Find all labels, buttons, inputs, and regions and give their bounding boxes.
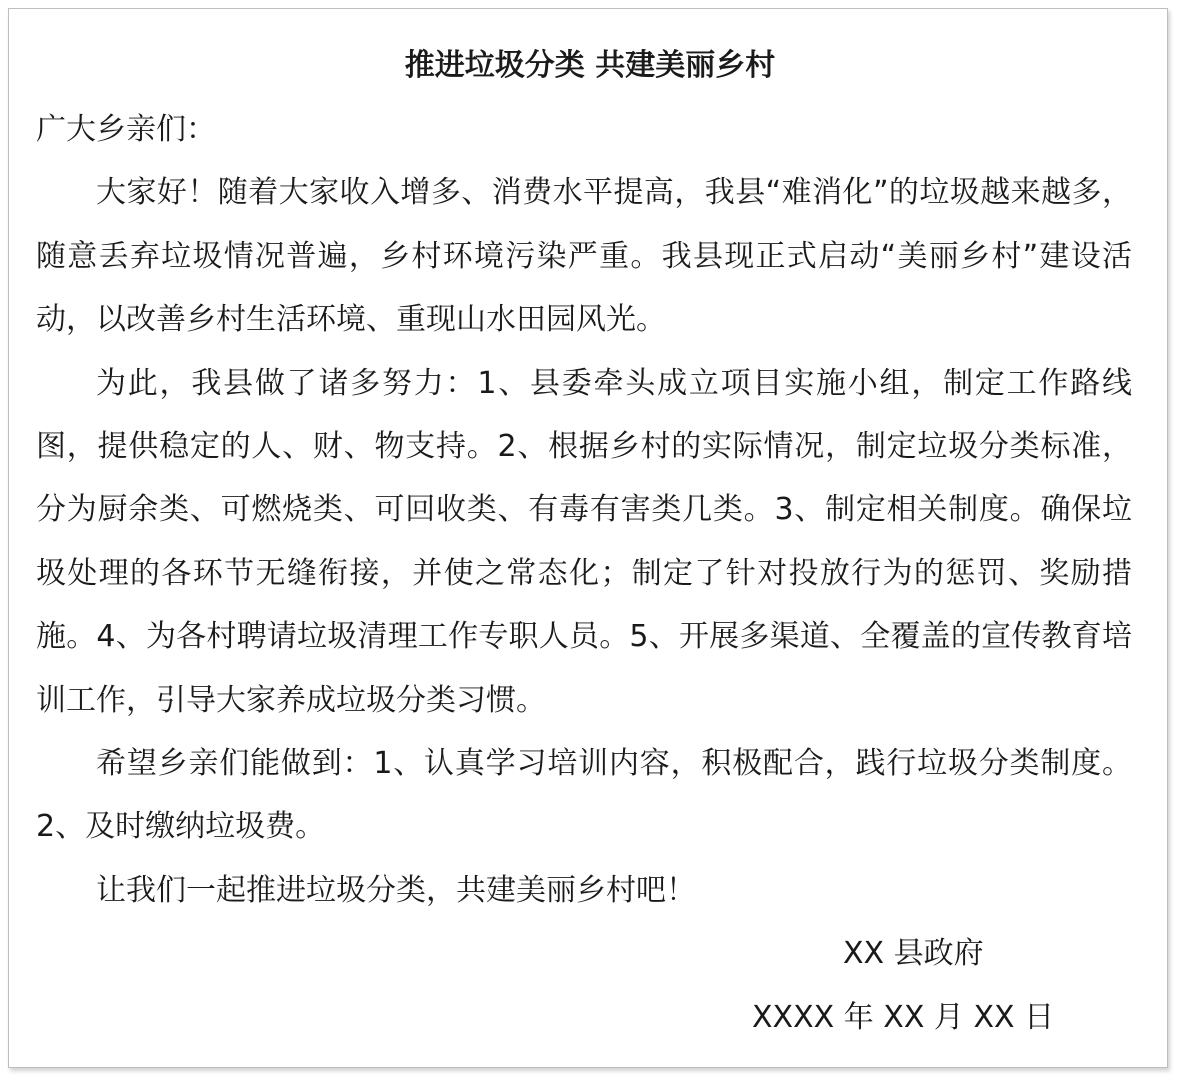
signature-date: XXXX 年 XX 月 XX 日 xyxy=(752,1000,1055,1035)
paragraph-expectations: 希望乡亲们能做到：1、认真学习培训内容，积极配合，践行垃圾分类制度。2、及时缴纳垃圾费。 xyxy=(36,746,1132,845)
paragraph-closing: 让我们一起推进垃圾分类，共建美丽乡村吧！ xyxy=(96,872,696,908)
document-title: 推进垃圾分类 共建美丽乡村 xyxy=(404,48,776,83)
paragraph-efforts: 为此，我县做了诸多努力：1、县委牵头成立项目实施小组，制定工作路线图，提供稳定的人、财、物支持。2、根据乡村的实际情况，制定垃圾分类标准，分为厨余类、可燃烧类、可回收类、有毒有害类几类。3、制定相关制度。确保垃圾处理的各环节无缝衔接，并使之常态化；制定了针对投放行为的惩罚、奖励措施。4、为各村聘请垃圾清理工作专职人员。5、开展多渠道、全覆盖的宣传教育培训工作，引导大家养成垃圾分类习惯。 xyxy=(36,365,1132,718)
signature-organization: XX 县政府 xyxy=(843,936,984,971)
document-body xyxy=(36,98,1132,922)
salutation: 广大乡亲们： xyxy=(36,112,216,147)
paragraph-greeting: 大家好！随着大家收入增多、消费水平提高，我县“难消化”的垃圾越来越多，随意丢弃垃圾情况普遍，乡村环境污染严重。我县现正式启动“美丽乡村”建设活动，以改善乡村生活环境、重现山水田园风光。 xyxy=(36,175,1132,338)
